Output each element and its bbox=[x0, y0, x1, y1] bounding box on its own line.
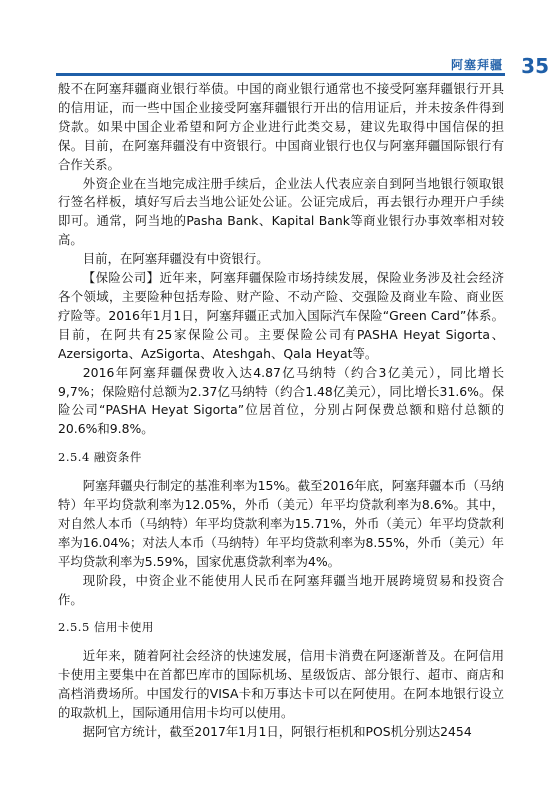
page-body bbox=[58, 80, 504, 742]
paragraph-account-opening: 外资企业在当地完成注册手续后，企业法人代表应亲自到阿当地银行领取银行签名样板，填好写后去当地公证处公证。公证完成后，再去银行办理开户手续即可。通常，阿当地的Pasha Bank、Kapital Bank等商业银行办事效率相对较高。 bbox=[58, 175, 504, 248]
header-rule bbox=[56, 73, 505, 76]
section-heading-credit-cards: 2.5.5 信用卡使用 bbox=[58, 620, 154, 635]
paragraph-rmb-usage: 现阶段，中资企业不能使用人民币在阿塞拜疆当地开展跨境贸易和投资合作。 bbox=[58, 572, 504, 607]
paragraph-insurance-revenue: 2016年阿塞拜疆保费收入达4.87亿马纳特（约合3亿美元），同比增长9,7%；保险赔付总额为2.37亿马纳特（约合1.48亿美元），同比增长31.6%。保险公司“PASHA Heyat Sigorta”位居首位，分别占阿保费总额和赔付总额的20.6%和9.8%。 bbox=[58, 364, 504, 437]
section-label: 阿塞拜疆 bbox=[450, 58, 503, 72]
paragraph-credit-card-usage: 近年来，随着阿社会经济的快速发展，信用卡消费在阿逐渐普及。在阿信用卡使用主要集中在首都巴库市的国际机场、星级饭店、部分银行、超市、商店和高档消费场所。中国发行的VISA卡和万事达卡可以在阿使用。在阿本地银行设立的取款机上，国际通用信用卡均可以使用。 bbox=[58, 648, 504, 721]
page-header bbox=[0, 0, 559, 80]
section-heading-financing: 2.5.4 融资条件 bbox=[58, 450, 142, 465]
paragraph-banking-continued: 般不在阿塞拜疆商业银行举债。中国的商业银行通常也不接受阿塞拜疆银行开具的信用证，而一些中国企业接受阿塞拜疆银行开出的信用证后，并未按条件得到贷款。如果中国企业希望和阿方企业进行此类交易，建议先取得中国信保的担保。目前，在阿塞拜疆没有中资银行。中国商业银行也仅与阿塞拜疆国际银行有合作关系。 bbox=[58, 81, 504, 172]
paragraph-no-chinese-banks: 目前，在阿塞拜疆没有中资银行。 bbox=[82, 251, 269, 267]
paragraph-insurance-companies: 【保险公司】近年来，阿塞拜疆保险市场持续发展，保险业务涉及社会经济各个领域，主要险种包括寿险、财产险、不动产险、交强险及商业车险、商业医疗险等。2016年1月1日，阿塞拜疆正式加入国际汽车保险“Green Card”体系。目前，在阿共有25家保险公司。主要保险公司有PASHA Heyat Sigorta、Azersigorta、AzSigorta、Ateshgah、Qala Heyat等。 bbox=[58, 270, 504, 361]
page-number: 35 bbox=[521, 54, 549, 78]
paragraph-atm-pos-stats: 据阿官方统计，截至2017年1月1日，阿银行柜机和POS机分别达2454 bbox=[82, 724, 472, 739]
paragraph-interest-rates: 阿塞拜疆央行制定的基准利率为15%。截至2016年底，阿塞拜疆本币（马纳特）年平均贷款利率为12.05%，外币（美元）年平均贷款利率为8.6%。其中，对自然人本币（马纳特）年平均贷款利率为15.71%，外币（美元）年平均贷款利率为16.04%；对法人本币（马纳特）年平均贷款利率为8.55%，外币（美元）年平均贷款利率为5.59%，国家优惠贷款利率为4%。 bbox=[58, 478, 504, 569]
